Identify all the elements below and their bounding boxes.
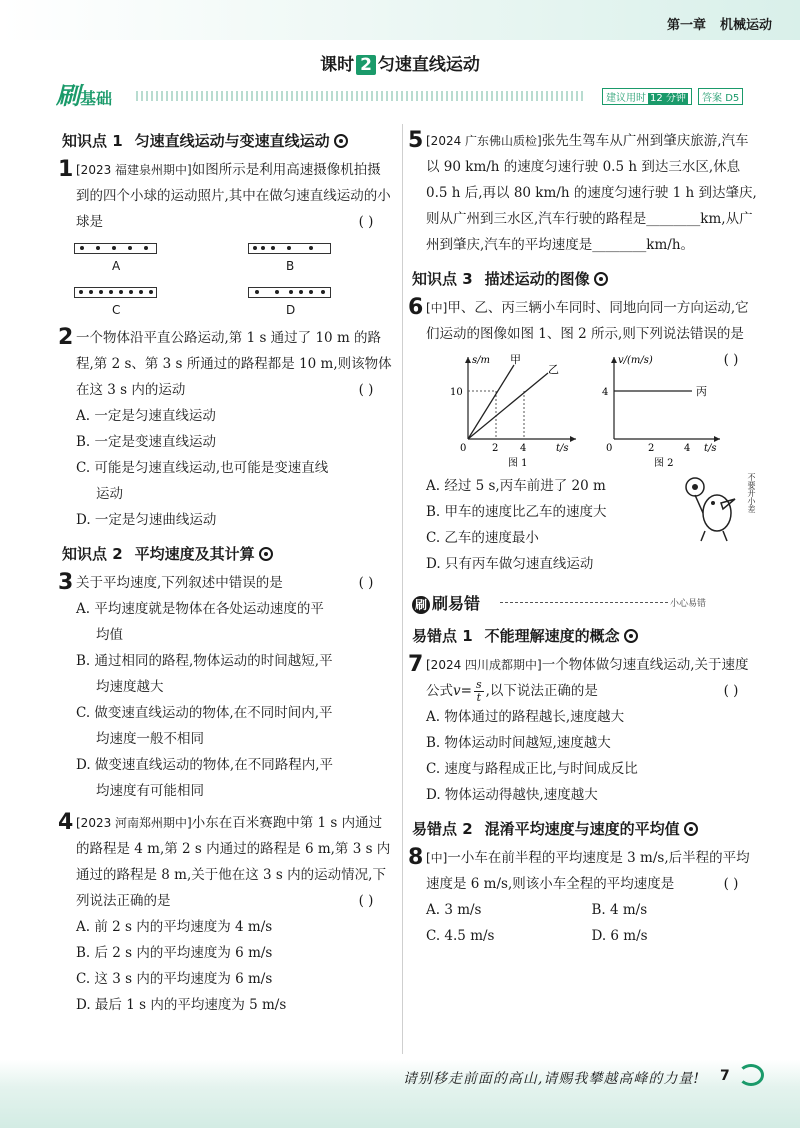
ball [309,290,313,294]
x-axis-label: t/s [704,443,717,454]
option-a: A. 平均速度就是物体在各处运动速度的平 [76,601,324,617]
option-d: D. 6 m/s [591,928,648,944]
x-tick-label: 2 [492,443,499,454]
ball [112,246,116,250]
ball [261,246,265,250]
answer-page: D5 [725,93,740,104]
chapter-num: 第一章 [666,18,706,33]
ball-strip-a [74,243,157,254]
option-b: B. 4 m/s [591,902,648,918]
y-axis-label: s/m [472,355,490,366]
options-row-2 [412,923,757,949]
ball [99,290,103,294]
knowledge-point-3 [412,268,757,289]
ball [299,290,303,294]
question-text-2: km,从广州到肇庆,汽车的平均速度是 [426,211,753,253]
series-yi-line [468,373,548,439]
lesson-number: 2 [356,55,376,75]
option-d-cont: 均速度有可能相同 [96,783,204,799]
option-b: B. 一定是变速直线运动 [76,434,217,450]
section-bar-basic [56,82,750,110]
decorative-stripes [136,91,586,101]
question-text: 一个物体沿平直公路运动,第 1 s 通过了 10 m 的路程,第 2 s、第 3 s 所通过的路程都是 10 m,则该物体在这 3 s 内的运动 [76,330,392,398]
ep1-title: 不能理解速度的概念 [484,627,620,645]
ball [129,290,133,294]
brush-logo-char: 刷 [56,82,80,110]
ball-label-a: A [112,259,121,273]
right-column [408,128,757,949]
ball-strip-c [74,287,157,298]
kp2-title: 平均速度及其计算 [134,545,255,563]
option-c: C. 乙车的速度最小 [426,530,539,546]
ball-label-b: B [286,259,295,273]
option-b-cont: 均速度越大 [96,679,164,695]
answer-paren: ( ) [358,893,374,909]
option-d: D. 做变速直线运动的物体,在不同路程内,平 [76,757,334,773]
question-text: 一小车在前半程的平均速度是 3 m/s,后半程的平均速度是 6 m/s,则该小车全程的平均速度是 [426,850,750,892]
knowledge-point-2 [62,543,392,564]
formula-fraction [474,679,484,704]
question-3 [58,570,392,596]
errors-logo-name: 刷易错 [432,594,481,613]
option-d: D. 只有丙车做匀速直线运动 [426,556,594,572]
option-a: A. 前 2 s 内的平均速度为 4 m/s [76,919,273,935]
ball [149,290,153,294]
x-axis-label: t/s [556,443,569,454]
ball [79,290,83,294]
kp3-title: 描述运动的图像 [484,270,590,288]
question-5 [408,128,757,258]
ball [96,246,100,250]
option-a: A. 3 m/s [426,902,482,918]
answer-label: 答案 [702,93,722,104]
question-text: 如图所示是利用高速摄像机拍摄到的四个小球的运动照片,其中在做匀速直线运动的小球是 [76,162,391,230]
question-number: 2 [58,325,74,350]
answer-paren: ( ) [723,876,739,892]
kp2-label: 知识点 2 [62,545,123,563]
series-jia-label: 甲 [510,353,521,366]
ball [275,290,279,294]
option-d: D. 一定是匀速曲线运动 [76,512,217,528]
chapter-name: 机械运动 [719,18,772,33]
series-bing-label: 丙 [696,385,707,398]
ball [144,246,148,250]
option-b: B. 通过相同的路程,物体运动的时间越短,平 [76,653,333,669]
target-icon [624,629,638,643]
figure-caption: 图 1 [508,458,528,469]
formula-v: v [453,683,461,699]
y-arrow [611,357,617,363]
error-point-2 [412,818,757,839]
ball-strip-b [248,243,331,254]
question-text-2: ,以下说法正确的是 [485,683,598,699]
question-4 [58,810,392,914]
errors-logo-circle: 刷 [412,596,430,614]
option-a: A. 物体通过的路程越长,速度越大 [426,709,625,725]
question-text: 关于平均速度,下列叙述中错误的是 [76,575,283,591]
option-c: C. 速度与路程成正比,与时间成反比 [426,761,638,777]
question-text: 小东在百米赛跑中第 1 s 内通过的路程是 4 m,第 2 s 内通过的路程是 6 m,第 3 s 内通过的路程是 8 m,关于他在这 3 s 内的运动情况,下列说法正确的是 [76,815,391,909]
answer-paren: ( ) [723,352,739,368]
dashed-line [500,602,668,603]
question-number: 1 [58,157,74,182]
brush-logo [56,76,112,111]
ball [139,290,143,294]
ball [119,290,123,294]
option-d: D. 最后 1 s 内的平均速度为 5 m/s [76,997,287,1013]
target-icon [259,547,273,561]
question-source: [2023 福建泉州期中] [76,163,192,177]
question-number: 7 [408,652,424,677]
answer-badge [698,88,743,105]
ep2-title: 混淆平均速度与速度的平均值 [484,820,680,838]
option-c-cont: 运动 [96,486,123,502]
option-c: C. 可能是匀速直线运动,也可能是变速直线 [76,460,329,476]
answer-blank-1[interactable]: ________ [646,211,701,227]
lesson-title [0,50,800,75]
question-text: 甲、乙、丙三辆小车同时、同地向同一方向运动,它们运动的图像如图 1、图 2 所示,则下列说法错误的是 [426,300,749,342]
x-tick-label: 2 [648,443,655,454]
q6-options-block [412,473,757,577]
question-2 [58,325,392,403]
x-tick-label: 4 [684,443,691,454]
target-icon [684,822,698,836]
kp1-title: 匀速直线运动与变速直线运动 [134,132,330,150]
origin-label: 0 [460,443,467,454]
ball-photos [62,241,392,321]
ep2-label: 易错点 2 [412,820,473,838]
option-c: C. 4.5 m/s [426,928,495,944]
answer-paren: ( ) [358,382,374,398]
formula-denominator: t [476,691,481,704]
ball [255,290,259,294]
answer-paren: ( ) [358,214,374,230]
swirl-icon [738,1064,764,1086]
page-number: 7 [720,1068,730,1084]
answer-blank-2[interactable]: ________ [592,237,647,253]
question-source: [2023 河南郑州期中] [76,816,192,830]
time-badge [602,88,692,105]
figure-2-v-t-graph [592,351,742,469]
question-text: 一个物体做匀速直线运动,关于速度公式 [426,657,749,699]
y-tick-label: 4 [602,387,609,398]
y-axis-label: v/(m/s) [618,355,653,366]
option-c: C. 这 3 s 内的平均速度为 6 m/s [76,971,273,987]
y-arrow [465,357,471,363]
question-number: 3 [58,570,74,595]
question-source: [2024 广东佛山质检] [426,134,542,148]
option-a: A. 经过 5 s,丙车前进了 20 m [426,478,606,494]
formula-numerator: s [475,678,482,691]
question-8 [408,845,757,897]
question-number: 6 [408,295,424,320]
ball [253,246,257,250]
time-label: 建议用时 [606,93,646,104]
target-icon [334,134,348,148]
ball [309,246,313,250]
series-jia-line [468,365,514,439]
question-number: 5 [408,128,424,153]
x-arrow [714,436,720,442]
motion-graphs [412,351,757,471]
kp1-label: 知识点 1 [62,132,123,150]
brush-logo-sub: 基础 [80,89,113,108]
figure-caption: 图 2 [654,458,674,469]
left-column [58,120,392,1018]
lesson-prefix: 课时 [320,55,355,75]
ball [80,246,84,250]
y-tick-label: 10 [450,387,463,398]
ball-label-c: C [112,303,121,317]
option-b: B. 后 2 s 内的平均速度为 6 m/s [76,945,273,961]
section-bar-errors [412,591,757,615]
options-row-1 [412,897,757,923]
series-yi-label: 乙 [548,363,559,376]
option-c: C. 做变速直线运动的物体,在不同时间内,平 [76,705,333,721]
ball-label-d: D [286,303,296,317]
kp3-label: 知识点 3 [412,270,473,288]
answer-paren: ( ) [358,575,374,591]
errors-tag: 小心易错 [670,599,707,609]
target-icon [594,272,608,286]
time-value: 12 分钟 [650,93,686,104]
ball [109,290,113,294]
option-b: B. 物体运动时间越短,速度越大 [426,735,611,751]
option-a: A. 一定是匀速直线运动 [76,408,216,424]
footer-motto: 请别移走前面的高山,请赐我攀越高峰的力量! [402,1071,700,1087]
ball [89,290,93,294]
ball [271,246,275,250]
x-arrow [570,436,576,442]
question-text: 张先生驾车从广州到肇庆旅游,汽车以 90 km/h 的速度匀速行驶 0.5 h 到达三水区,休息 0.5 h 后,再以 80 km/h 的速度匀速行驶 1 h 到达肇庆,则从广州到三水区,汽车行驶的路程是 [426,133,757,227]
question-number: 8 [408,845,424,870]
ball [287,246,291,250]
column-divider [402,124,403,1054]
option-b: B. 甲车的速度比乙车的速度大 [426,504,607,520]
option-c-cont: 均速度一般不相同 [96,731,204,747]
origin-label: 0 [606,443,613,454]
ball [321,290,325,294]
ball [289,290,293,294]
cartoon-note: 不要开小差 [747,473,756,513]
option-d: D. 物体运动得越快,速度越大 [426,787,598,803]
chapter-header [667,14,772,33]
ep1-label: 易错点 1 [412,627,473,645]
lesson-name: 匀速直线运动 [377,55,480,75]
question-source: [中] [426,851,448,865]
knowledge-point-1 [62,130,392,151]
question-text-3: km/h。 [646,237,695,253]
error-point-1 [412,625,757,646]
errors-logo [412,594,480,613]
ball-strip-d [248,287,331,298]
question-number: 4 [58,810,74,835]
question-source: [中] [426,301,448,315]
question-source: [2024 四川成都期中] [426,658,542,672]
figure-1-s-t-graph [436,351,586,469]
x-tick-label: 4 [520,443,527,454]
question-1 [58,157,392,235]
question-7: 7 [2024 四川成都期中]一个物体做匀速直线运动,关于速度公式v= $\frac{s}{t}$ ,以下说法正确的是 ( ) [412,652,757,704]
answer-paren: ( ) [723,683,739,699]
option-a-cont: 均值 [96,627,123,643]
ball [128,246,132,250]
